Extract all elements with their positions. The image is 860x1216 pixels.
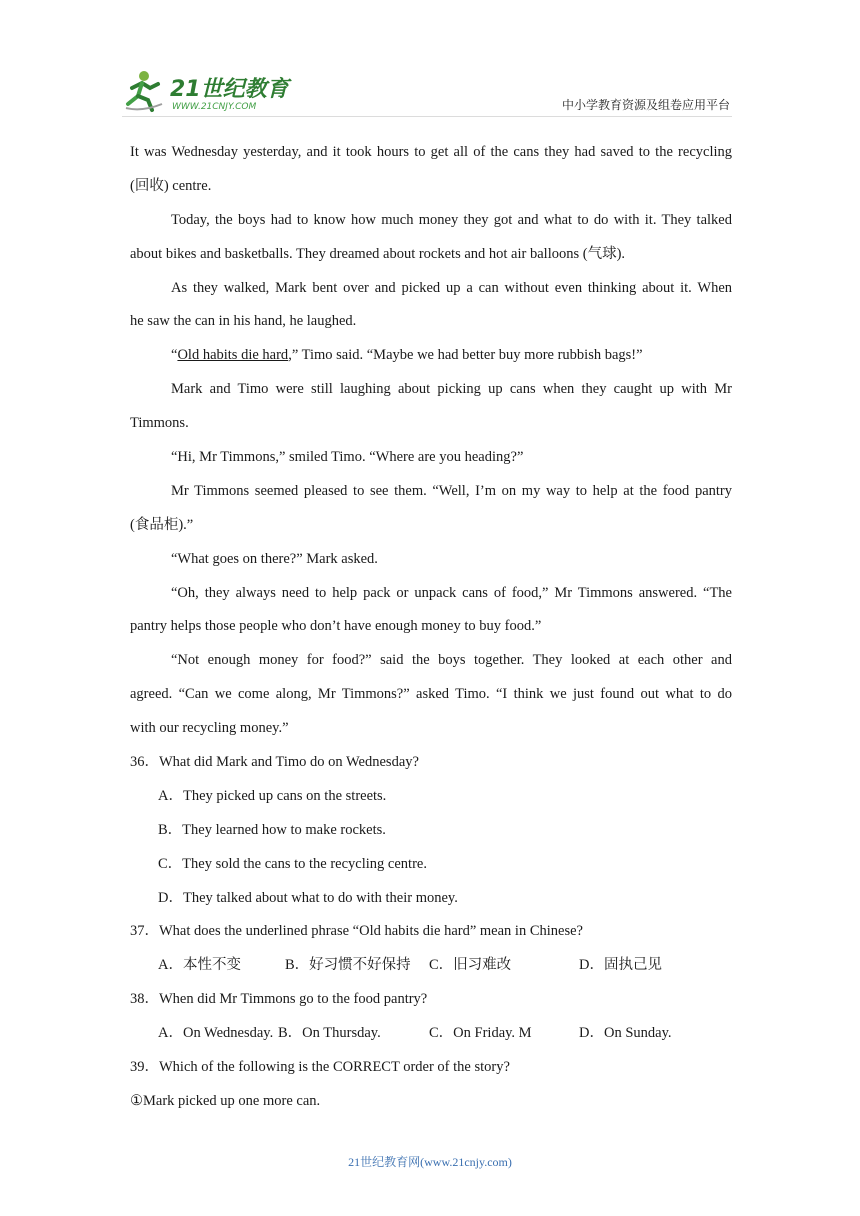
passage-line: Timmons. — [130, 415, 189, 432]
passage-line: with our recycling money.” — [130, 720, 289, 737]
question-38-stem: 38．When did Mr Timmons go to the food pantry? — [130, 991, 428, 1008]
q36-option-c: C．They sold the cans to the recycling centre. — [158, 855, 427, 872]
page-header — [0, 0, 860, 125]
passage-line: “Not enough money for food?” said the boys together. They looked at each other and — [171, 652, 732, 669]
page-footer: 21世纪教育网(www.21cnjy.com) — [348, 1155, 512, 1169]
q36-option-d: D．They talked about what to do with their money. — [158, 889, 458, 906]
passage-line: Today, the boys had to know how much money they got and what to do with it. They talked — [171, 211, 732, 228]
passage-line: It was Wednesday yesterday, and it took hours to get all of the cans they had saved to the recycling — [130, 144, 732, 160]
svg-text:WWW.21CNJY.COM: WWW.21CNJY.COM — [172, 102, 257, 112]
q36-option-b: B．They learned how to make rockets. — [158, 821, 386, 838]
header-divider — [122, 116, 732, 117]
passage-line: (食品柜).” — [130, 516, 194, 533]
passage-line: (回收) centre. — [130, 177, 212, 194]
passage-line: pantry helps those people who don’t have enough money to buy food.” — [130, 618, 542, 635]
underlined-phrase: Old habits die hard — [177, 347, 289, 364]
q37-option-d: D．固执己见 — [579, 957, 662, 974]
q38-option-a: A．On Wednesday. — [158, 1025, 274, 1042]
q38-option-c: C．On Friday. M — [429, 1025, 532, 1042]
q38-options — [130, 1017, 732, 1051]
q38-option-d: D．On Sunday. — [579, 1025, 672, 1042]
svg-text:21世纪教育: 21世纪教育 — [170, 77, 289, 102]
site-logo — [122, 68, 292, 114]
open-quote: “ — [171, 347, 178, 364]
passage-line: about bikes and basketballs. They dreamed about rockets and hot air balloons (气球). — [130, 245, 626, 262]
q39-item-1: ①Mark picked up one more can. — [130, 1092, 321, 1109]
q37-option-a: A．本性不变 — [158, 957, 241, 974]
passage-line: Mr Timmons seemed pleased to see them. “Well, I’m on my way to help at the food pantry — [171, 482, 732, 499]
question-39-stem: 39．Which of the following is the CORRECT order of the story? — [130, 1059, 510, 1076]
platform-name: 中小学教育资源及组卷应用平台 — [561, 98, 730, 112]
passage-line: Mark and Timo were still laughing about picking up cans when they caught up with Mr — [171, 381, 732, 398]
q36-option-a: A．They picked up cans on the streets. — [158, 787, 387, 804]
passage-line: “Hi, Mr Timmons,” smiled Timo. “Where are you heading?” — [171, 449, 524, 466]
passage-line: “What goes on there?” Mark asked. — [171, 550, 378, 567]
question-37-stem: 37．What does the underlined phrase “Old habits die hard” mean in Chinese? — [130, 923, 583, 940]
passage-line: he saw the can in his hand, he laughed. — [130, 313, 357, 330]
q37-options — [130, 949, 732, 983]
q37-option-b: B．好习惯不好保持 — [285, 957, 411, 974]
q37-option-c: C．旧习难改 — [429, 957, 512, 974]
question-36-stem: 36．What did Mark and Timo do on Wednesday? — [130, 754, 419, 771]
passage-line — [130, 339, 732, 373]
q38-option-b: B．On Thursday. — [278, 1025, 381, 1042]
passage-line: agreed. “Can we come along, Mr Timmons?” asked Timo. “I think we just found out what to do — [130, 686, 732, 703]
document-body — [130, 136, 732, 1119]
runner-icon — [126, 71, 162, 110]
quote-rest: ,” Timo said. “Maybe we had better buy more rubbish bags!” — [288, 347, 643, 364]
passage-line: As they walked, Mark bent over and picked up a can without even thinking about it. When — [171, 279, 732, 296]
passage-line: “Oh, they always need to help pack or unpack cans of food,” Mr Timmons answered. “The — [171, 584, 732, 601]
